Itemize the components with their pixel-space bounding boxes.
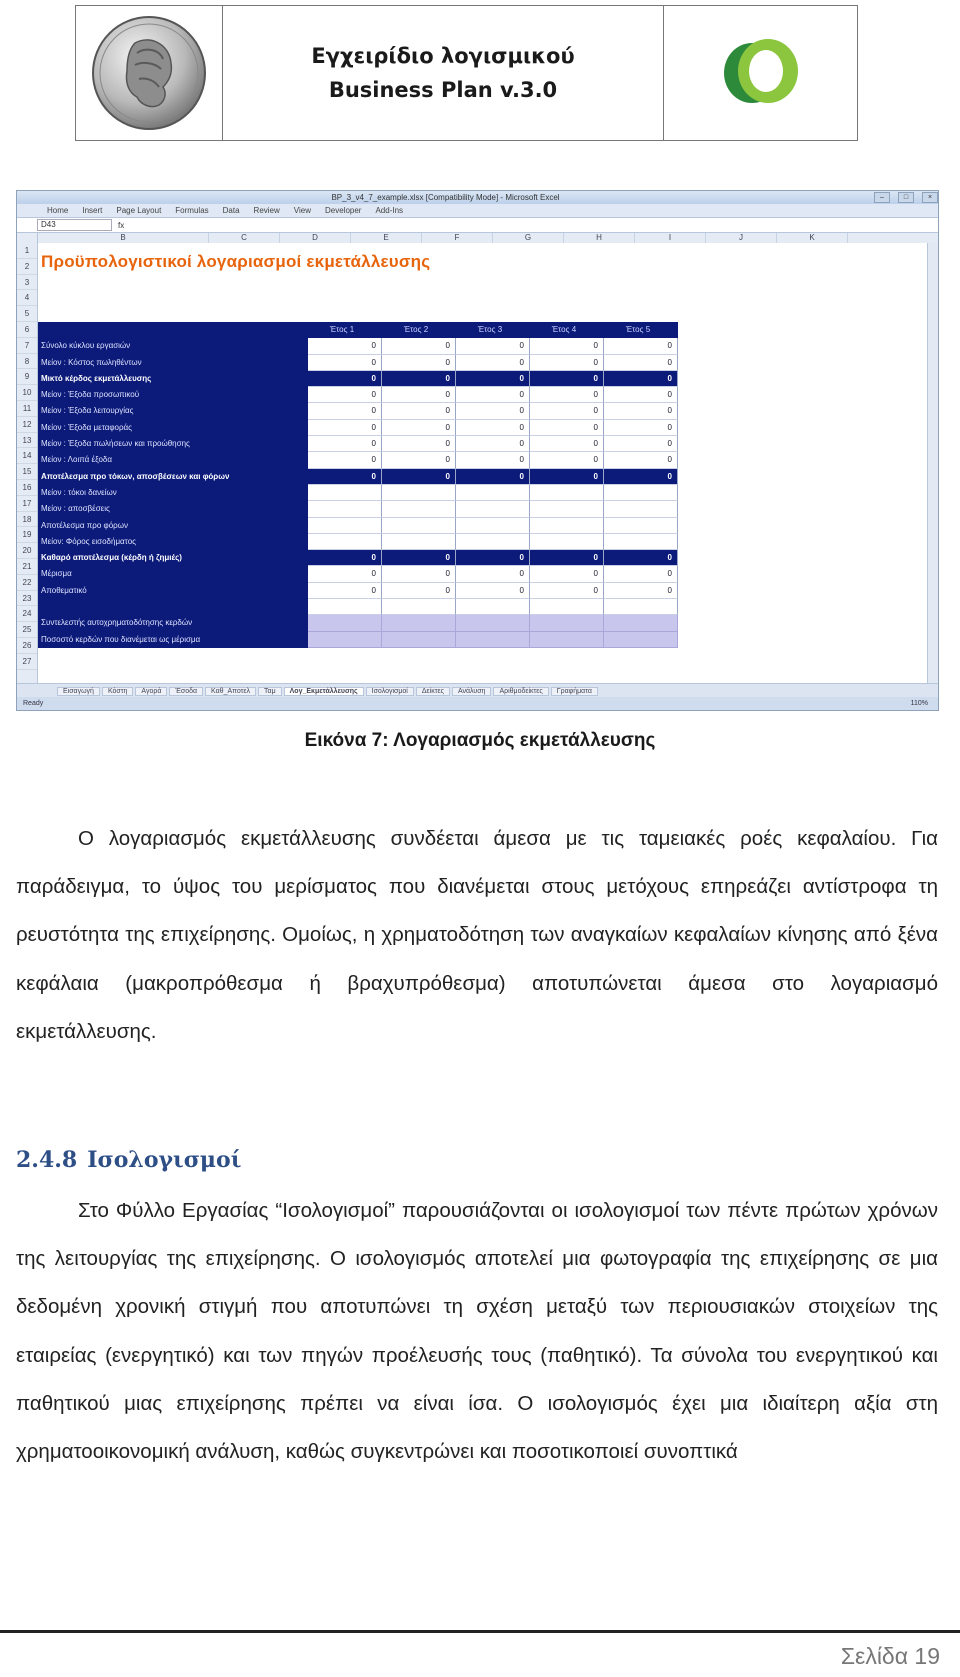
cell-value[interactable]: 0: [456, 469, 530, 485]
year-header: Έτος 5: [604, 322, 678, 338]
column-header[interactable]: B: [38, 233, 209, 245]
row-number[interactable]: 27: [17, 654, 37, 670]
row-label: Μείον : Έξοδα λειτουργίας: [38, 403, 308, 419]
sheet-tab[interactable]: Αριθμοδείκτες: [493, 687, 548, 696]
cell-value[interactable]: 0: [308, 355, 382, 371]
row-number[interactable]: 26: [17, 638, 37, 654]
row-label: Μείον : Έξοδα πωλήσεων και προώθησης: [38, 436, 308, 452]
sheet-tab[interactable]: Δείκτες: [416, 687, 450, 696]
cell-value[interactable]: 0: [604, 403, 678, 419]
table-row: [38, 469, 678, 485]
sheet-tab[interactable]: Αγορά: [135, 687, 167, 696]
formula-bar: [17, 217, 938, 233]
figure-caption: Εικόνα 7: Λογαριασμός εκμετάλλευσης: [304, 730, 656, 751]
cell-value[interactable]: 0: [456, 436, 530, 452]
cell-value[interactable]: 0: [604, 436, 678, 452]
row-label: Σύνολο κύκλου εργασιών: [38, 338, 308, 354]
cell-value[interactable]: 0: [308, 583, 382, 599]
table-row: [38, 632, 678, 648]
row-label: Μείον: Φόρος εισοδήματος: [38, 534, 308, 550]
table-row: [38, 550, 678, 566]
status-ready: Ready: [23, 700, 44, 707]
cell-value[interactable]: 0: [456, 387, 530, 403]
row-label: Συντελεστής αυτοχρηματοδότησης κερδών: [38, 615, 308, 631]
cell-value[interactable]: 0: [604, 420, 678, 436]
sheet-tab[interactable]: Ταμ: [258, 687, 282, 696]
cell-value[interactable]: [604, 599, 678, 615]
cell-value[interactable]: 0: [308, 452, 382, 468]
cell-value[interactable]: [308, 485, 382, 501]
status-bar: [17, 697, 938, 710]
row-number[interactable]: 3: [17, 275, 37, 291]
ribbon-tab[interactable]: Review: [253, 206, 280, 215]
cell-value[interactable]: 0: [382, 355, 456, 371]
coin-logo-icon: [89, 13, 209, 133]
cell-value[interactable]: 0: [382, 420, 456, 436]
row-label: Μείον : Έξοδα μεταφοράς: [38, 420, 308, 436]
row-number[interactable]: 4: [17, 290, 37, 306]
cell-value[interactable]: 0: [604, 550, 678, 566]
ribbon-tab[interactable]: Page Layout: [116, 206, 162, 215]
name-box[interactable]: D43: [37, 219, 112, 231]
year-header: Έτος 4: [530, 322, 604, 338]
cell-value[interactable]: 0: [604, 452, 678, 468]
cell-value[interactable]: 0: [382, 566, 456, 582]
row-number[interactable]: 23: [17, 591, 37, 607]
year-header: Έτος 3: [456, 322, 530, 338]
table-row: [38, 615, 678, 631]
row-label: Μείον : Λοιπά έξοδα: [38, 452, 308, 468]
row-label: Μείον : τόκοι δανείων: [38, 485, 308, 501]
cell-value[interactable]: 0: [530, 452, 604, 468]
worksheet-grid[interactable]: [17, 243, 938, 683]
ribbon-tab[interactable]: Add-Ins: [375, 206, 404, 215]
table-row: [38, 501, 678, 517]
table-row: [38, 583, 678, 599]
footer-rule: [0, 1630, 960, 1633]
column-header[interactable]: H: [564, 233, 635, 245]
brand-logo-icon: [716, 33, 806, 113]
cell-value[interactable]: 0: [456, 355, 530, 371]
row-label: Μικτό κέρδος εκμετάλλευσης: [38, 371, 308, 387]
row-label: Μέρισμα: [38, 566, 308, 582]
cell-value[interactable]: 0: [308, 550, 382, 566]
brand-logo-cell: [663, 6, 857, 140]
cell-value[interactable]: 0: [382, 371, 456, 387]
cell-value[interactable]: 0: [604, 566, 678, 582]
row-number[interactable]: 19: [17, 527, 37, 543]
excel-title-bar: [17, 191, 938, 204]
cell-value[interactable]: [456, 615, 530, 631]
column-header[interactable]: E: [351, 233, 422, 245]
sheet-title: Προϋπολογιστικοί λογαριασμοί εκμετάλλευσης: [41, 252, 431, 271]
row-numbers: [17, 243, 38, 683]
cell-value[interactable]: 0: [308, 387, 382, 403]
column-header[interactable]: K: [777, 233, 848, 245]
cell-value[interactable]: 0: [456, 403, 530, 419]
cell-value[interactable]: 0: [308, 420, 382, 436]
cell-value[interactable]: 0: [530, 583, 604, 599]
cell-value[interactable]: 0: [456, 583, 530, 599]
column-header[interactable]: F: [422, 233, 493, 245]
cell-value[interactable]: [530, 485, 604, 501]
table-row: [38, 420, 678, 436]
cell-value[interactable]: 0: [382, 403, 456, 419]
cell-value[interactable]: 0: [308, 436, 382, 452]
section-number: 2.4.8: [16, 1147, 78, 1173]
year-header: Έτος 1: [308, 322, 382, 338]
row-number[interactable]: 14: [17, 448, 37, 464]
cell-value[interactable]: 0: [530, 550, 604, 566]
year-header-row: [38, 322, 678, 338]
cell-value[interactable]: [456, 501, 530, 517]
cell-value[interactable]: [308, 518, 382, 534]
cell-value[interactable]: [604, 615, 678, 631]
cell-value[interactable]: [530, 518, 604, 534]
row-number[interactable]: 16: [17, 480, 37, 496]
row-label: Ποσοστό κερδών που διανέμεται ως μέρισμα: [38, 632, 308, 648]
cell-value[interactable]: [308, 599, 382, 615]
spreadsheet-screenshot: [16, 190, 939, 711]
cell-value[interactable]: [308, 501, 382, 517]
cell-value[interactable]: 0: [456, 566, 530, 582]
cell-value[interactable]: [530, 632, 604, 648]
cell-value[interactable]: 0: [604, 583, 678, 599]
row-number[interactable]: 22: [17, 575, 37, 591]
row-number[interactable]: 11: [17, 401, 37, 417]
cell-value[interactable]: 0: [530, 338, 604, 354]
sheet-tab[interactable]: Ανάλυση: [452, 687, 491, 696]
paragraph-1: Ο λογαριασμός εκμετάλλευσης συνδέεται άμεσα με τις ταμειακές ροές κεφαλαίου. Για παράδειγμα, το ύψος του μερίσματος που διανέμεται στους μετόχους επηρεάζει αντίστροφα τη ρευστότητα της επιχείρησης. Ομοίως, η χρηματοδότηση των αναγκαίων κεφαλαίων κίνησης από ξένα κεφάλαια (μακροπρόθεσμα ή βραχυπρόθεσμα) αποτυπώνεται άμεσα στο λογαριασμό εκμετάλλευσης.: [16, 827, 938, 1043]
column-header[interactable]: I: [635, 233, 706, 245]
row-number[interactable]: 18: [17, 512, 37, 528]
ribbon-tab[interactable]: Home: [47, 206, 69, 215]
paragraph-2: Στο Φύλλο Εργασίας “Ισολογισμοί” παρουσιάζονται οι ισολογισμοί των πέντε πρώτων χρόνων της λειτουργίας της επιχείρησης. Ο ισολογισμός αποτελεί μια φωτογραφία της επιχείρησης σε μια δεδομένη χρονική στιγμή που αποτυπώνει τη σχέση μεταξύ των περιουσιακών στοιχείων της εταιρείας (ενεργητικό) και των πηγών προέλευσής τους (παθητικό). Τα σύνολα του ενεργητικού και παθητικού μιας επιχείρησης πρέπει να είναι ίσα. Ο ισολογισμός έχει μια ιδιαίτερη αξία στη χρηματοοικονομική ανάλυση, καθώς συγκεντρώνει και ποσοτικοποιεί συνοπτικά: [16, 1199, 938, 1464]
cell-value[interactable]: 0: [604, 355, 678, 371]
cell-value[interactable]: 0: [530, 403, 604, 419]
table-row: [38, 534, 678, 550]
cell-value[interactable]: 0: [456, 550, 530, 566]
cell-value[interactable]: 0: [530, 371, 604, 387]
cell-value[interactable]: 0: [382, 550, 456, 566]
cell-value[interactable]: [382, 501, 456, 517]
row-number[interactable]: 13: [17, 433, 37, 449]
cell-value[interactable]: [530, 615, 604, 631]
cell-value[interactable]: [382, 615, 456, 631]
row-label: [38, 599, 308, 615]
column-header[interactable]: G: [493, 233, 564, 245]
close-icon[interactable]: ×: [922, 192, 938, 203]
table-row: [38, 518, 678, 534]
section-heading: [16, 1147, 241, 1173]
row-number[interactable]: 6: [17, 322, 37, 338]
row-number[interactable]: 10: [17, 385, 37, 401]
row-label: Μείον : Κόστος πωληθέντων: [38, 355, 308, 371]
header-title-cell: [223, 6, 663, 140]
cell-value[interactable]: [308, 632, 382, 648]
row-number[interactable]: 20: [17, 543, 37, 559]
page-header: [75, 5, 858, 141]
row-number[interactable]: 1: [17, 243, 37, 259]
row-label: Μείον : Έξοδα προσωπικού: [38, 387, 308, 403]
table-row: [38, 452, 678, 468]
cell-value[interactable]: [382, 518, 456, 534]
cell-value[interactable]: 0: [530, 420, 604, 436]
sheet-tab[interactable]: Κόστη: [102, 687, 133, 696]
row-number[interactable]: 9: [17, 369, 37, 385]
cell-value[interactable]: 0: [604, 387, 678, 403]
sheet-tab[interactable]: Γραφήματα: [551, 687, 598, 696]
maximize-icon[interactable]: □: [898, 192, 914, 203]
vertical-scrollbar[interactable]: [927, 243, 938, 683]
minimize-icon[interactable]: –: [874, 192, 890, 203]
cell-value[interactable]: 0: [456, 338, 530, 354]
table-row: [38, 371, 678, 387]
row-label: Αποθεματικό: [38, 583, 308, 599]
cell-value[interactable]: 0: [530, 436, 604, 452]
row-number[interactable]: 7: [17, 338, 37, 354]
sheet-tab[interactable]: Ισολογισμοί: [366, 687, 414, 696]
table-row: [38, 436, 678, 452]
cell-value[interactable]: [456, 518, 530, 534]
cell-value[interactable]: [456, 632, 530, 648]
excel-window-title: BP_3_v4_7_example.xlsx [Compatibility Mode] - Microsoft Excel: [331, 193, 560, 202]
row-label: Καθαρό αποτέλεσμα (κέρδη ή ζημιές): [38, 550, 308, 566]
row-number[interactable]: 2: [17, 259, 37, 275]
ribbon-tabs: [17, 204, 938, 217]
income-table: [38, 322, 678, 648]
cell-value[interactable]: [308, 534, 382, 550]
table-row: [38, 355, 678, 371]
ribbon-tab[interactable]: Insert: [82, 206, 103, 215]
cell-value[interactable]: 0: [456, 452, 530, 468]
cell-value[interactable]: 0: [382, 452, 456, 468]
zoom-level[interactable]: 110%: [910, 700, 928, 707]
cell-value[interactable]: [604, 518, 678, 534]
cell-value[interactable]: 0: [308, 403, 382, 419]
column-header[interactable]: J: [706, 233, 777, 245]
sheet-tab[interactable]: Λογ_Εκμετάλλευσης: [284, 687, 364, 696]
cell-value[interactable]: 0: [308, 338, 382, 354]
cell-value[interactable]: 0: [530, 387, 604, 403]
row-label: Μείον : αποσβέσεις: [38, 501, 308, 517]
cell-value[interactable]: [382, 534, 456, 550]
cell-value[interactable]: 0: [604, 338, 678, 354]
coin-logo-cell: [76, 6, 223, 140]
row-label: Αποτέλεσμα προ φόρων: [38, 518, 308, 534]
cell-value[interactable]: 0: [382, 469, 456, 485]
fx-icon: fx: [118, 220, 125, 230]
cell-value[interactable]: [604, 501, 678, 517]
cell-value[interactable]: [530, 534, 604, 550]
table-row: [38, 485, 678, 501]
cell-value[interactable]: [456, 534, 530, 550]
row-number[interactable]: 17: [17, 496, 37, 512]
table-row: [38, 599, 678, 615]
row-number[interactable]: 15: [17, 464, 37, 480]
row-number[interactable]: 25: [17, 622, 37, 638]
table-row: [38, 403, 678, 419]
cell-value[interactable]: [382, 485, 456, 501]
cell-value[interactable]: [530, 599, 604, 615]
sheet-tab[interactable]: Καθ_Αποτελ: [205, 687, 256, 696]
cell-value[interactable]: 0: [530, 566, 604, 582]
cell-value[interactable]: 0: [382, 436, 456, 452]
cell-value[interactable]: 0: [456, 371, 530, 387]
cell-value[interactable]: [604, 485, 678, 501]
document-title: Εγχειρίδιο λογισμικού: [311, 44, 575, 68]
ribbon-tab[interactable]: Developer: [324, 206, 362, 215]
sheet-tab[interactable]: Εισαγωγή: [57, 687, 100, 696]
row-number[interactable]: 8: [17, 354, 37, 370]
sheet-tabs: [17, 683, 938, 698]
column-header[interactable]: C: [209, 233, 280, 245]
table-row: [38, 338, 678, 354]
cell-value[interactable]: 0: [604, 371, 678, 387]
cell-value[interactable]: [382, 632, 456, 648]
cell-value[interactable]: 0: [382, 338, 456, 354]
cell-value[interactable]: [308, 615, 382, 631]
cell-value[interactable]: 0: [382, 387, 456, 403]
section-title: Ισολογισμοί: [87, 1147, 242, 1173]
cell-value[interactable]: [530, 501, 604, 517]
year-header: Έτος 2: [382, 322, 456, 338]
row-number[interactable]: 12: [17, 417, 37, 433]
ribbon-tab[interactable]: View: [293, 206, 311, 215]
table-row: [38, 387, 678, 403]
table-row: [38, 566, 678, 582]
cell-value[interactable]: 0: [604, 469, 678, 485]
document-subtitle: Business Plan v.3.0: [328, 78, 558, 102]
cell-value[interactable]: [456, 485, 530, 501]
ribbon-tab[interactable]: Data: [222, 206, 240, 215]
cell-value[interactable]: [604, 534, 678, 550]
sheet-tab[interactable]: Έσοδα: [169, 687, 203, 696]
column-header[interactable]: D: [280, 233, 351, 245]
row-number[interactable]: 21: [17, 559, 37, 575]
cell-value[interactable]: 0: [530, 469, 604, 485]
ribbon-tab[interactable]: Formulas: [175, 206, 209, 215]
cell-value[interactable]: 0: [530, 355, 604, 371]
cell-value[interactable]: 0: [308, 566, 382, 582]
cell-value[interactable]: [456, 599, 530, 615]
cell-value[interactable]: [604, 632, 678, 648]
cell-value[interactable]: 0: [456, 420, 530, 436]
row-label: Αποτέλεσμα προ τόκων, αποσβέσεων και φόρων: [38, 469, 308, 485]
cell-value[interactable]: [382, 599, 456, 615]
page-number: Σελίδα 19: [840, 1643, 940, 1669]
row-number[interactable]: 24: [17, 606, 37, 622]
cell-value[interactable]: 0: [308, 371, 382, 387]
row-number[interactable]: 5: [17, 306, 37, 322]
cell-value[interactable]: 0: [382, 583, 456, 599]
cell-value[interactable]: 0: [308, 469, 382, 485]
